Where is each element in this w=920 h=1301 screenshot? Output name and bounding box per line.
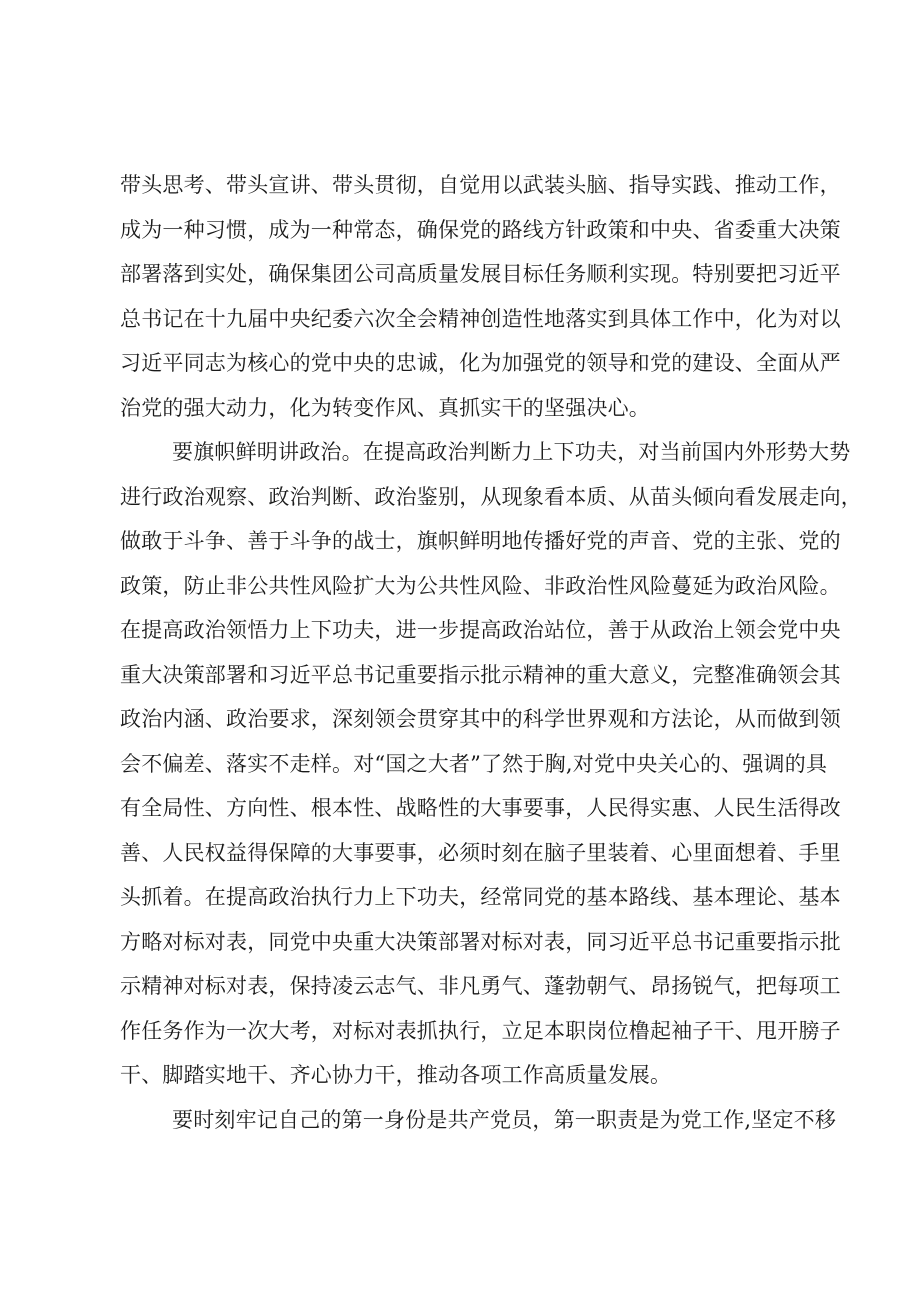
text-line: 方略对标对表，同党中央重大决策部署对标对表，同习近平总书记重要指示批 [120,929,841,954]
text-line: 做敢于斗争、善于斗争的战士，旗帜鲜明地传播好党的声音、党的主张、党的 [120,529,841,553]
text-line: 政策，防止非公共性风险扩大为公共性风险、非政治性风险蔓延为政治风险。 [120,573,841,598]
text-line: 成为一种习惯，成为一种常态，确保党的路线方针政策和中央、省委重大决策 [120,217,841,242]
text-line: 治党的强大动力，化为转变作风、真抓实干的坚强决心。 [120,395,650,420]
paragraph-first-line: 要旗帜鲜明讲政治。在提高政治判断力上下功夫，对当前国内外形势大势 [172,440,851,464]
text-line: 总书记在十九届中央纪委六次全会精神创造性地落实到具体工作中，化为对以 [120,306,841,331]
text-line: 习近平同志为核心的党中央的忠诚，化为加强党的领导和党的建设、全面从严 [120,351,841,375]
text-line: 作任务作为一次大考，对标对表抓执行，立足本职岗位橹起袖子干、甩开膀子 [120,1018,841,1043]
text-line: 在提高政治领悟力上下功夫，进一步提高政治站位，善于从政治上领会党中央 [120,618,841,642]
text-line: 示精神对标对表，保持凌云志气、非凡勇气、蓬勃朝气、昂扬锐气，把每项工 [120,974,841,998]
text-line: 部署落到实处，确保集团公司高质量发展目标任务顺利实现。特别要把习近平 [120,262,841,286]
text-line: 头抓着。在提高政治执行力上下功夫，经常同党的基本路线、基本理论、基本 [120,885,841,909]
text-line: 重大决策部署和习近平总书记重要指示批示精神的重大意义，完整准确领会其 [120,662,841,687]
text-line: 善、人民权益得保障的大事要事，必须时刻在脑子里装着、心里面想着、手里 [120,840,841,865]
paragraph-first-line: 要时刻牢记自己的第一身份是共产党员，第一职责是为党工作,坚定不移 [172,1107,837,1132]
body-text [120,163,862,1142]
text-line: 政治内涵、政治要求，深刻领会贯穿其中的科学世界观和方法论，从而做到领 [120,707,841,731]
text-line: 会不偏差、落实不走样。对“国之大者”了然于胸,对党中央关心的、强调的具 [120,751,828,776]
text-line: 有全局性、方向性、根本性、战略性的大事要事，人民得实惠、人民生活得改 [120,796,841,820]
text-line: 干、脚踏实地干、齐心协力干，推动各项工作高质量发展。 [120,1063,672,1087]
text-line: 带头思考、带头宣讲、带头贯彻，自觉用以武装头脑、指导实践、推动工作， [120,173,841,197]
text-line: 进行政治观察、政治判断、政治鉴别，从现象看本质、从苗头倾向看发展走向， [120,484,862,509]
